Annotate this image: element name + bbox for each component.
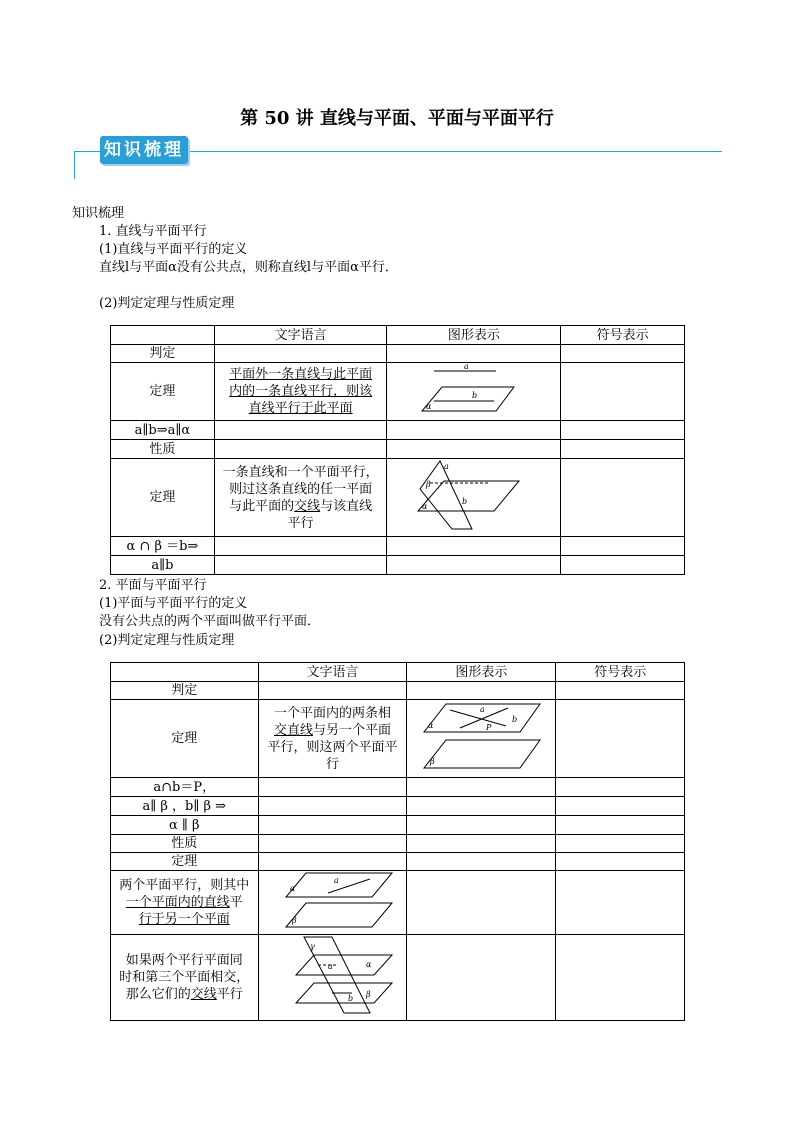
- svg-text:b: b: [471, 391, 477, 400]
- page-title: 第 50 讲 直线与平面、平面与平面平行: [240, 108, 554, 129]
- header-cell: 文字语言: [258, 663, 407, 682]
- symbol-cell: a∥b⇒a∥α: [111, 421, 215, 440]
- header-cell: 图形表示: [407, 663, 556, 682]
- plane-intersection-figure: [414, 459, 534, 531]
- theorem-text: 一个平面内的两条相 交直线与另一个平面 平行，则这两个平面平 行: [258, 700, 407, 778]
- svg-text:α: α: [421, 502, 428, 511]
- row-label: 定理: [111, 363, 215, 421]
- s1-def: 直线l与平面α没有公共点，则称直线l与平面α平行．: [99, 260, 398, 275]
- svg-text:β: β: [430, 757, 436, 766]
- section-tag: 知识梳理: [100, 136, 188, 164]
- theorem-text: 一条直线和一个平面平行， 则过这条直线的任一平面 与此平面的交线与该直线 平行: [214, 459, 387, 537]
- svg-text:a: a: [443, 462, 449, 471]
- property-text: 如果两个平行平面同 时和第三个平面相交， 那么它们的交线平行: [111, 935, 259, 1021]
- header-cell: [111, 326, 215, 345]
- plane-parallel-judgement-figure: [416, 700, 546, 772]
- figure-cell: [387, 363, 561, 421]
- parallel-planes-line-figure: [268, 871, 398, 929]
- s1-def-title: (1)直线与平面平行的定义: [99, 242, 248, 257]
- header-cell: 文字语言: [214, 326, 387, 345]
- svg-text:a: a: [480, 705, 486, 714]
- s2-def-title: (1)平面与平面平行的定义: [99, 596, 248, 611]
- table-row: [111, 700, 685, 778]
- s2-def: 没有公共点的两个平面叫做平行平面．: [99, 614, 321, 629]
- section-banner: [74, 136, 722, 180]
- intro-heading: 知识梳理: [72, 206, 125, 221]
- table-row: [111, 682, 685, 700]
- svg-text:α: α: [428, 721, 434, 730]
- svg-text:b: b: [461, 497, 467, 506]
- table-row: [111, 556, 685, 575]
- svg-text:β: β: [365, 990, 371, 999]
- symbol-cell: a∥b: [111, 556, 215, 575]
- property-text: 两个平面平行，则其中 一个平面内的直线平 行于另一个平面: [111, 871, 259, 935]
- table-row: [111, 816, 685, 835]
- svg-text:a: a: [333, 876, 339, 885]
- row-label: 性质: [111, 440, 215, 459]
- svg-text:γ: γ: [309, 942, 315, 951]
- svg-text:b: b: [347, 994, 353, 1003]
- table-row: [111, 440, 685, 459]
- header-cell: [111, 663, 259, 682]
- svg-text:a: a: [327, 962, 333, 971]
- section2-heading: 2. 平面与平面平行: [99, 578, 207, 593]
- svg-text:α: α: [365, 960, 371, 969]
- svg-text:β: β: [291, 916, 297, 925]
- table-header-row: [111, 326, 685, 345]
- symbol-cell: α ∥ β: [111, 816, 259, 835]
- figure-cell: [387, 459, 561, 537]
- symbol-cell: a∩b＝P，: [111, 778, 259, 797]
- third-plane-intersection-figure: [268, 935, 398, 1015]
- table-row: [111, 363, 685, 421]
- row-label: 定理: [111, 853, 259, 871]
- row-label: 判定: [111, 682, 259, 700]
- symbol-cell: a∥ β ，b∥ β ⇒: [111, 797, 259, 816]
- table-row: [111, 853, 685, 871]
- table-row: [111, 871, 685, 935]
- row-label: 定理: [111, 459, 215, 537]
- line-plane-table: [110, 325, 685, 575]
- svg-text:b: b: [512, 715, 518, 724]
- svg-text:α: α: [289, 884, 295, 893]
- row-label: 判定: [111, 345, 215, 363]
- symbol-cell: α ∩ β ＝b⇒: [111, 537, 215, 556]
- table-row: [111, 778, 685, 797]
- svg-text:β: β: [425, 480, 431, 489]
- figure-cell: [258, 935, 407, 1021]
- s2-thm-title: (2)判定定理与性质定理: [99, 633, 235, 648]
- section1-heading: 1. 直线与平面平行: [99, 224, 207, 239]
- row-label: 定理: [111, 700, 259, 778]
- banner-stub: [74, 151, 75, 179]
- svg-text:P: P: [486, 723, 492, 732]
- table-row: [111, 835, 685, 853]
- plane-plane-table: [110, 662, 685, 1021]
- table-row: [111, 421, 685, 440]
- figure-cell: [407, 700, 556, 778]
- s1-thm-title: (2)判定定理与性质定理: [99, 296, 235, 311]
- header-cell: 符号表示: [561, 326, 685, 345]
- table-row: [111, 935, 685, 1021]
- svg-text:α: α: [425, 402, 432, 411]
- row-label: 性质: [111, 835, 259, 853]
- table-row: [111, 459, 685, 537]
- theorem-text: 平面外一条直线与此平面 内的一条直线平行，则该 直线平行于此平面: [214, 363, 387, 421]
- line-plane-parallel-figure: [414, 363, 534, 415]
- header-cell: 图形表示: [387, 326, 561, 345]
- table-row: [111, 537, 685, 556]
- table-header-row: [111, 663, 685, 682]
- table-row: [111, 345, 685, 363]
- table-row: [111, 797, 685, 816]
- svg-text:a: a: [463, 363, 469, 371]
- header-cell: 符号表示: [556, 663, 685, 682]
- figure-cell: [258, 871, 407, 935]
